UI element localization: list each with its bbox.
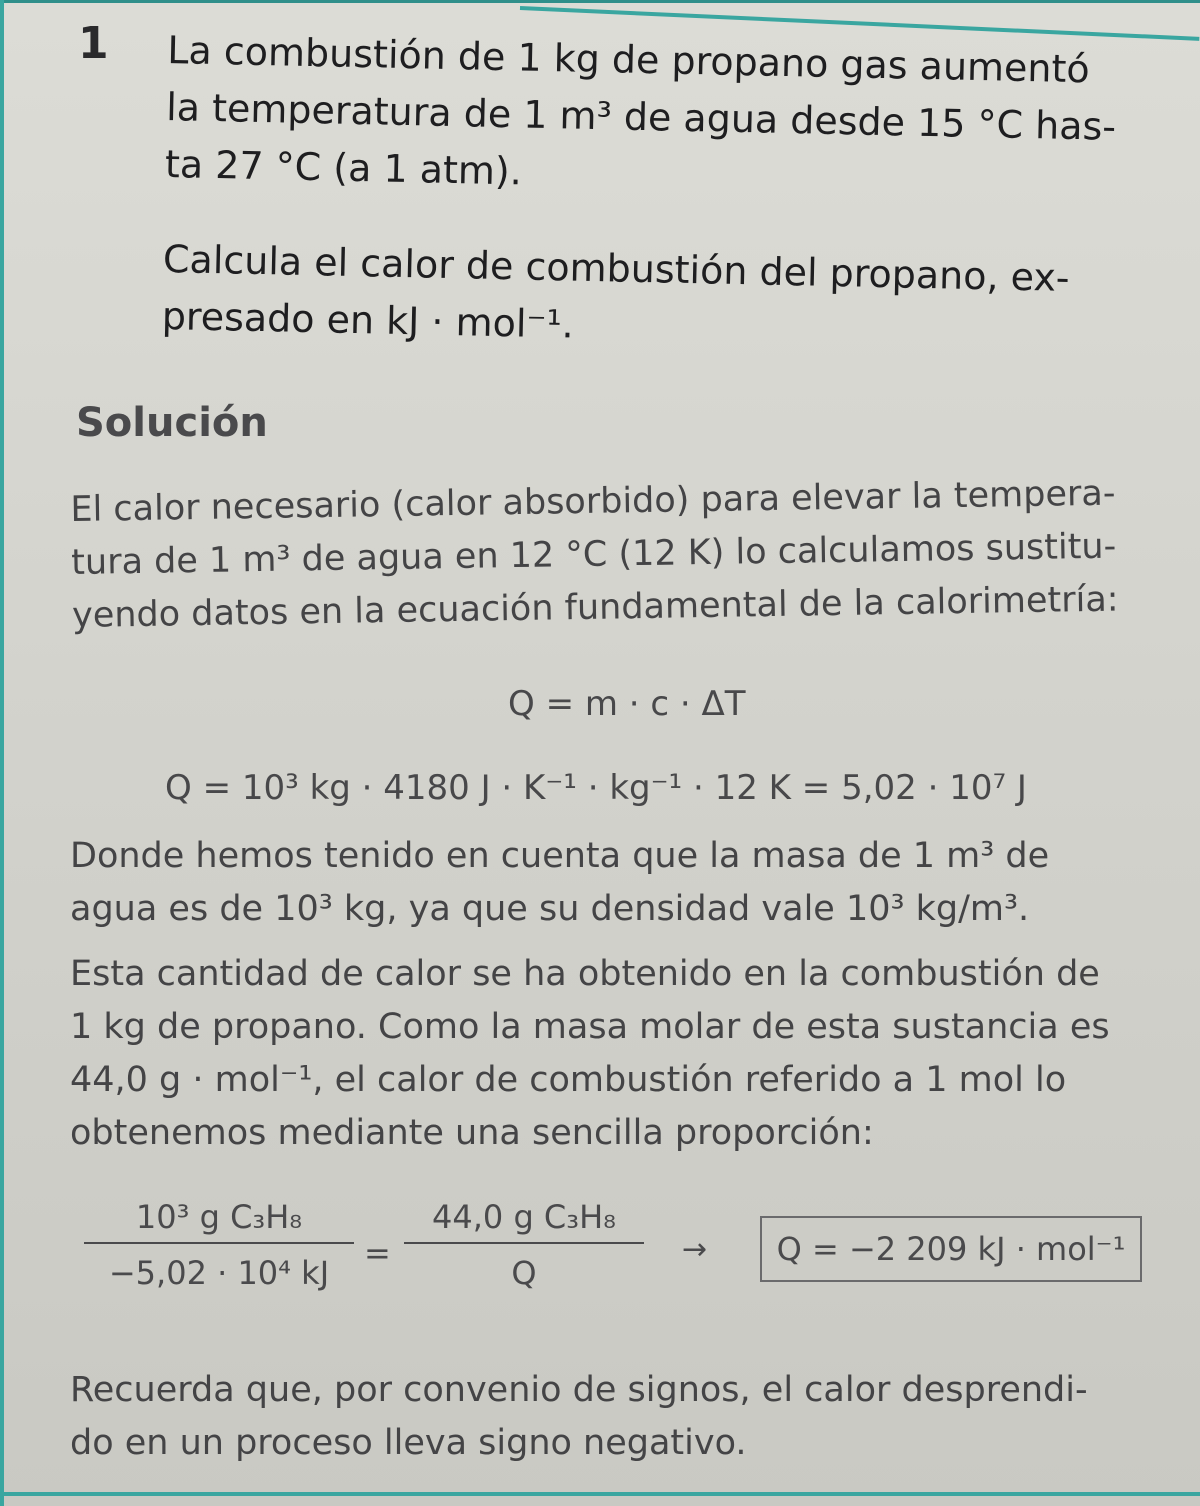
statement-line: la temperatura de 1 m³ de agua desde 15 °C has- (165, 84, 1117, 149)
question-line: Calcula el calor de combustión del propano, ex- (162, 236, 1071, 300)
left-fraction (84, 1198, 354, 1292)
paragraph-line: Donde hemos tenido en cuenta que la masa de 1 m³ de (70, 836, 1050, 876)
paragraph-line: El calor necesario (calor absorbido) para elevar la tempera- (70, 473, 1116, 530)
calorimetry-equation: Q = m · c · ΔT (508, 684, 746, 724)
right-denominator: Q (511, 1254, 537, 1292)
solution-paragraph-3 (70, 948, 1170, 1160)
problem-statement (161, 22, 1168, 366)
left-denominator: −5,02 · 10⁴ kJ (108, 1254, 330, 1292)
statement-line: La combustión de 1 kg de propano gas aumentó (166, 27, 1091, 92)
solution-title: Solución (76, 400, 268, 446)
paragraph-line: yendo datos en la ecuación fundamental de la calorimetría: (71, 579, 1119, 636)
paragraph-line: obtenemos mediante una sencilla proporción: (70, 1113, 874, 1153)
paragraph-line: tura de 1 m³ de agua en 12 °C (12 K) lo calculamos sustitu- (70, 526, 1117, 583)
solution-paragraph-1 (70, 467, 1172, 643)
equals-sign: = (364, 1234, 391, 1272)
right-numerator: 44,0 g C₃H₈ (432, 1198, 616, 1236)
proportion-equation (84, 1198, 1164, 1318)
paragraph-line: 44,0 g · mol⁻¹, el calor de combustión referido a 1 mol lo (70, 1060, 1067, 1100)
statement-line: ta 27 °C (a 1 atm). (164, 141, 523, 194)
arrow-right-icon: → (682, 1232, 708, 1267)
heat-calculation: Q = 10³ kg · 4180 J · K⁻¹ · kg⁻¹ · 12 K = 5,02 · 10⁷ J (165, 768, 1027, 808)
right-fraction (404, 1198, 644, 1292)
frame-top-border (0, 0, 1200, 3)
left-numerator: 10³ g C₃H₈ (135, 1198, 303, 1236)
problem-number: 1 (78, 18, 109, 69)
solution-paragraph-2 (70, 830, 1170, 936)
paragraph-line: Esta cantidad de calor se ha obtenido en la combustión de (70, 954, 1100, 994)
paragraph-line: Recuerda que, por convenio de signos, el calor desprendi- (70, 1370, 1088, 1410)
solution-paragraph-4 (70, 1364, 1170, 1470)
frame-left-border (0, 0, 4, 1506)
question-line: presado en kJ · mol⁻¹. (161, 293, 575, 347)
paragraph-line: do en un proceso lleva signo negativo. (70, 1423, 747, 1463)
paragraph-line: 1 kg de propano. Como la masa molar de esta sustancia es (70, 1007, 1110, 1047)
frame-bottom-border (0, 1492, 1200, 1496)
paragraph-line: agua es de 10³ kg, ya que su densidad vale 10³ kg/m³. (70, 889, 1030, 929)
result-box: Q = −2 209 kJ · mol⁻¹ (760, 1216, 1142, 1282)
